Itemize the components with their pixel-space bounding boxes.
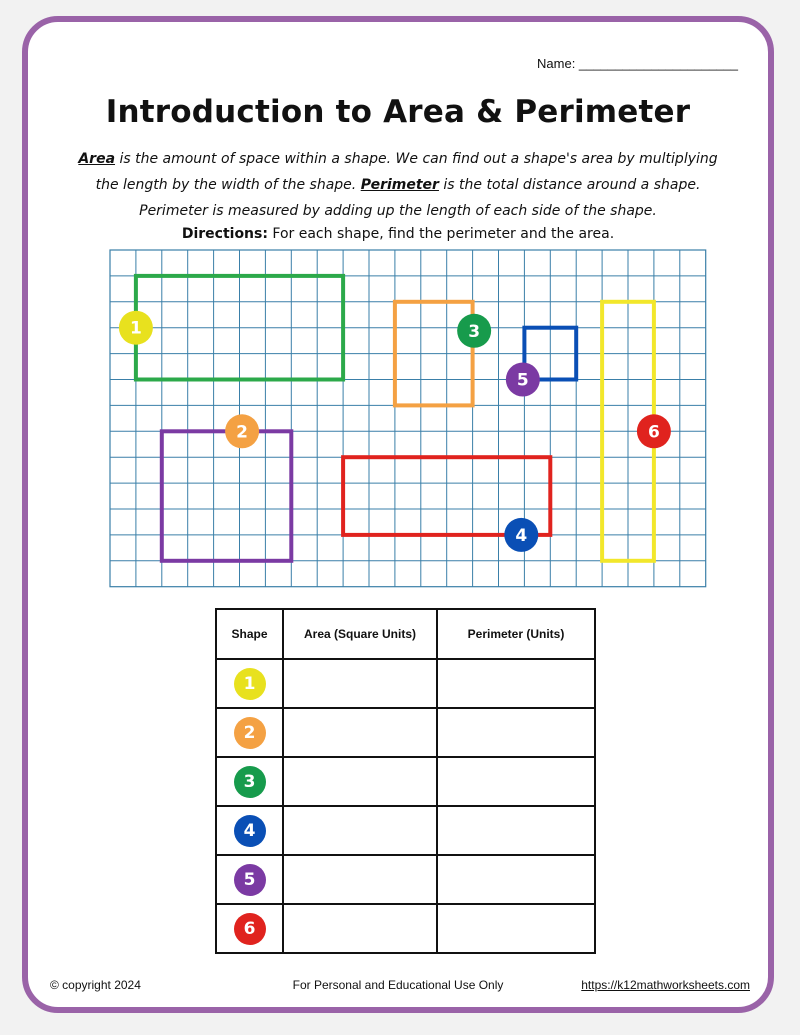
perimeter-answer-cell[interactable] xyxy=(437,757,595,806)
table-row xyxy=(216,659,595,708)
area-answer-cell[interactable] xyxy=(283,806,437,855)
name-field[interactable]: Name: ______________________ xyxy=(537,56,738,71)
directions-text: For each shape, find the perimeter and the area. xyxy=(267,226,615,242)
perimeter-answer-cell[interactable] xyxy=(437,806,595,855)
table-header-row xyxy=(216,609,595,659)
shape-badge-2: 2 xyxy=(234,717,266,749)
table-row xyxy=(216,757,595,806)
shape-1-label: 1 xyxy=(129,318,142,339)
answer-table-wrap xyxy=(215,608,596,954)
perimeter-answer-cell[interactable] xyxy=(437,659,595,708)
shape-badge-4: 4 xyxy=(234,815,266,847)
perimeter-answer-cell[interactable] xyxy=(437,708,595,757)
shape-badge-1: 1 xyxy=(234,668,266,700)
perimeter-answer-cell[interactable] xyxy=(437,904,595,953)
shape-badge-6: 6 xyxy=(234,913,266,945)
shape-2-label: 2 xyxy=(236,422,249,443)
usage-note: For Personal and Educational Use Only xyxy=(292,978,504,992)
copyright: © copyright 2024 xyxy=(50,978,141,992)
table-row xyxy=(216,855,595,904)
perimeter-term: Perimeter xyxy=(360,177,439,193)
shape-cell xyxy=(216,757,283,806)
header-perimeter: Perimeter (Units) xyxy=(437,609,595,659)
shape-5-label: 5 xyxy=(516,370,529,391)
area-answer-cell[interactable] xyxy=(283,659,437,708)
shape-cell xyxy=(216,806,283,855)
shape-cell xyxy=(216,659,283,708)
answer-table xyxy=(215,608,596,954)
shape-cell xyxy=(216,855,283,904)
shape-cell xyxy=(216,708,283,757)
area-definition: is the amount of space within a shape. We can find out a shape's area by multiplying the length by the width of the shape. xyxy=(95,151,718,193)
shape-cell xyxy=(216,904,283,953)
header-shape: Shape xyxy=(216,609,283,659)
shape-3-label: 3 xyxy=(468,321,481,342)
perimeter-definition: is the total distance around a shape. Perimeter is measured by adding up the length of each side of the shape. xyxy=(139,177,701,219)
area-term: Area xyxy=(78,151,116,167)
area-answer-cell[interactable] xyxy=(283,757,437,806)
shape-badge-5: 5 xyxy=(234,864,266,896)
perimeter-answer-cell[interactable] xyxy=(437,855,595,904)
site-link[interactable]: https://k12mathworksheets.com xyxy=(581,978,750,992)
directions-label: Directions: xyxy=(181,226,268,242)
worksheet-page xyxy=(22,16,774,1013)
page-title: Introduction to Area & Perimeter xyxy=(105,94,691,130)
area-answer-cell[interactable] xyxy=(283,904,437,953)
table-row xyxy=(216,904,595,953)
header-area: Area (Square Units) xyxy=(283,609,437,659)
area-answer-cell[interactable] xyxy=(283,708,437,757)
shape-badge-3: 3 xyxy=(234,766,266,798)
shape-6-label: 6 xyxy=(647,422,660,443)
table-row xyxy=(216,806,595,855)
area-answer-cell[interactable] xyxy=(283,855,437,904)
shape-4-label: 4 xyxy=(515,525,528,546)
table-row xyxy=(216,708,595,757)
